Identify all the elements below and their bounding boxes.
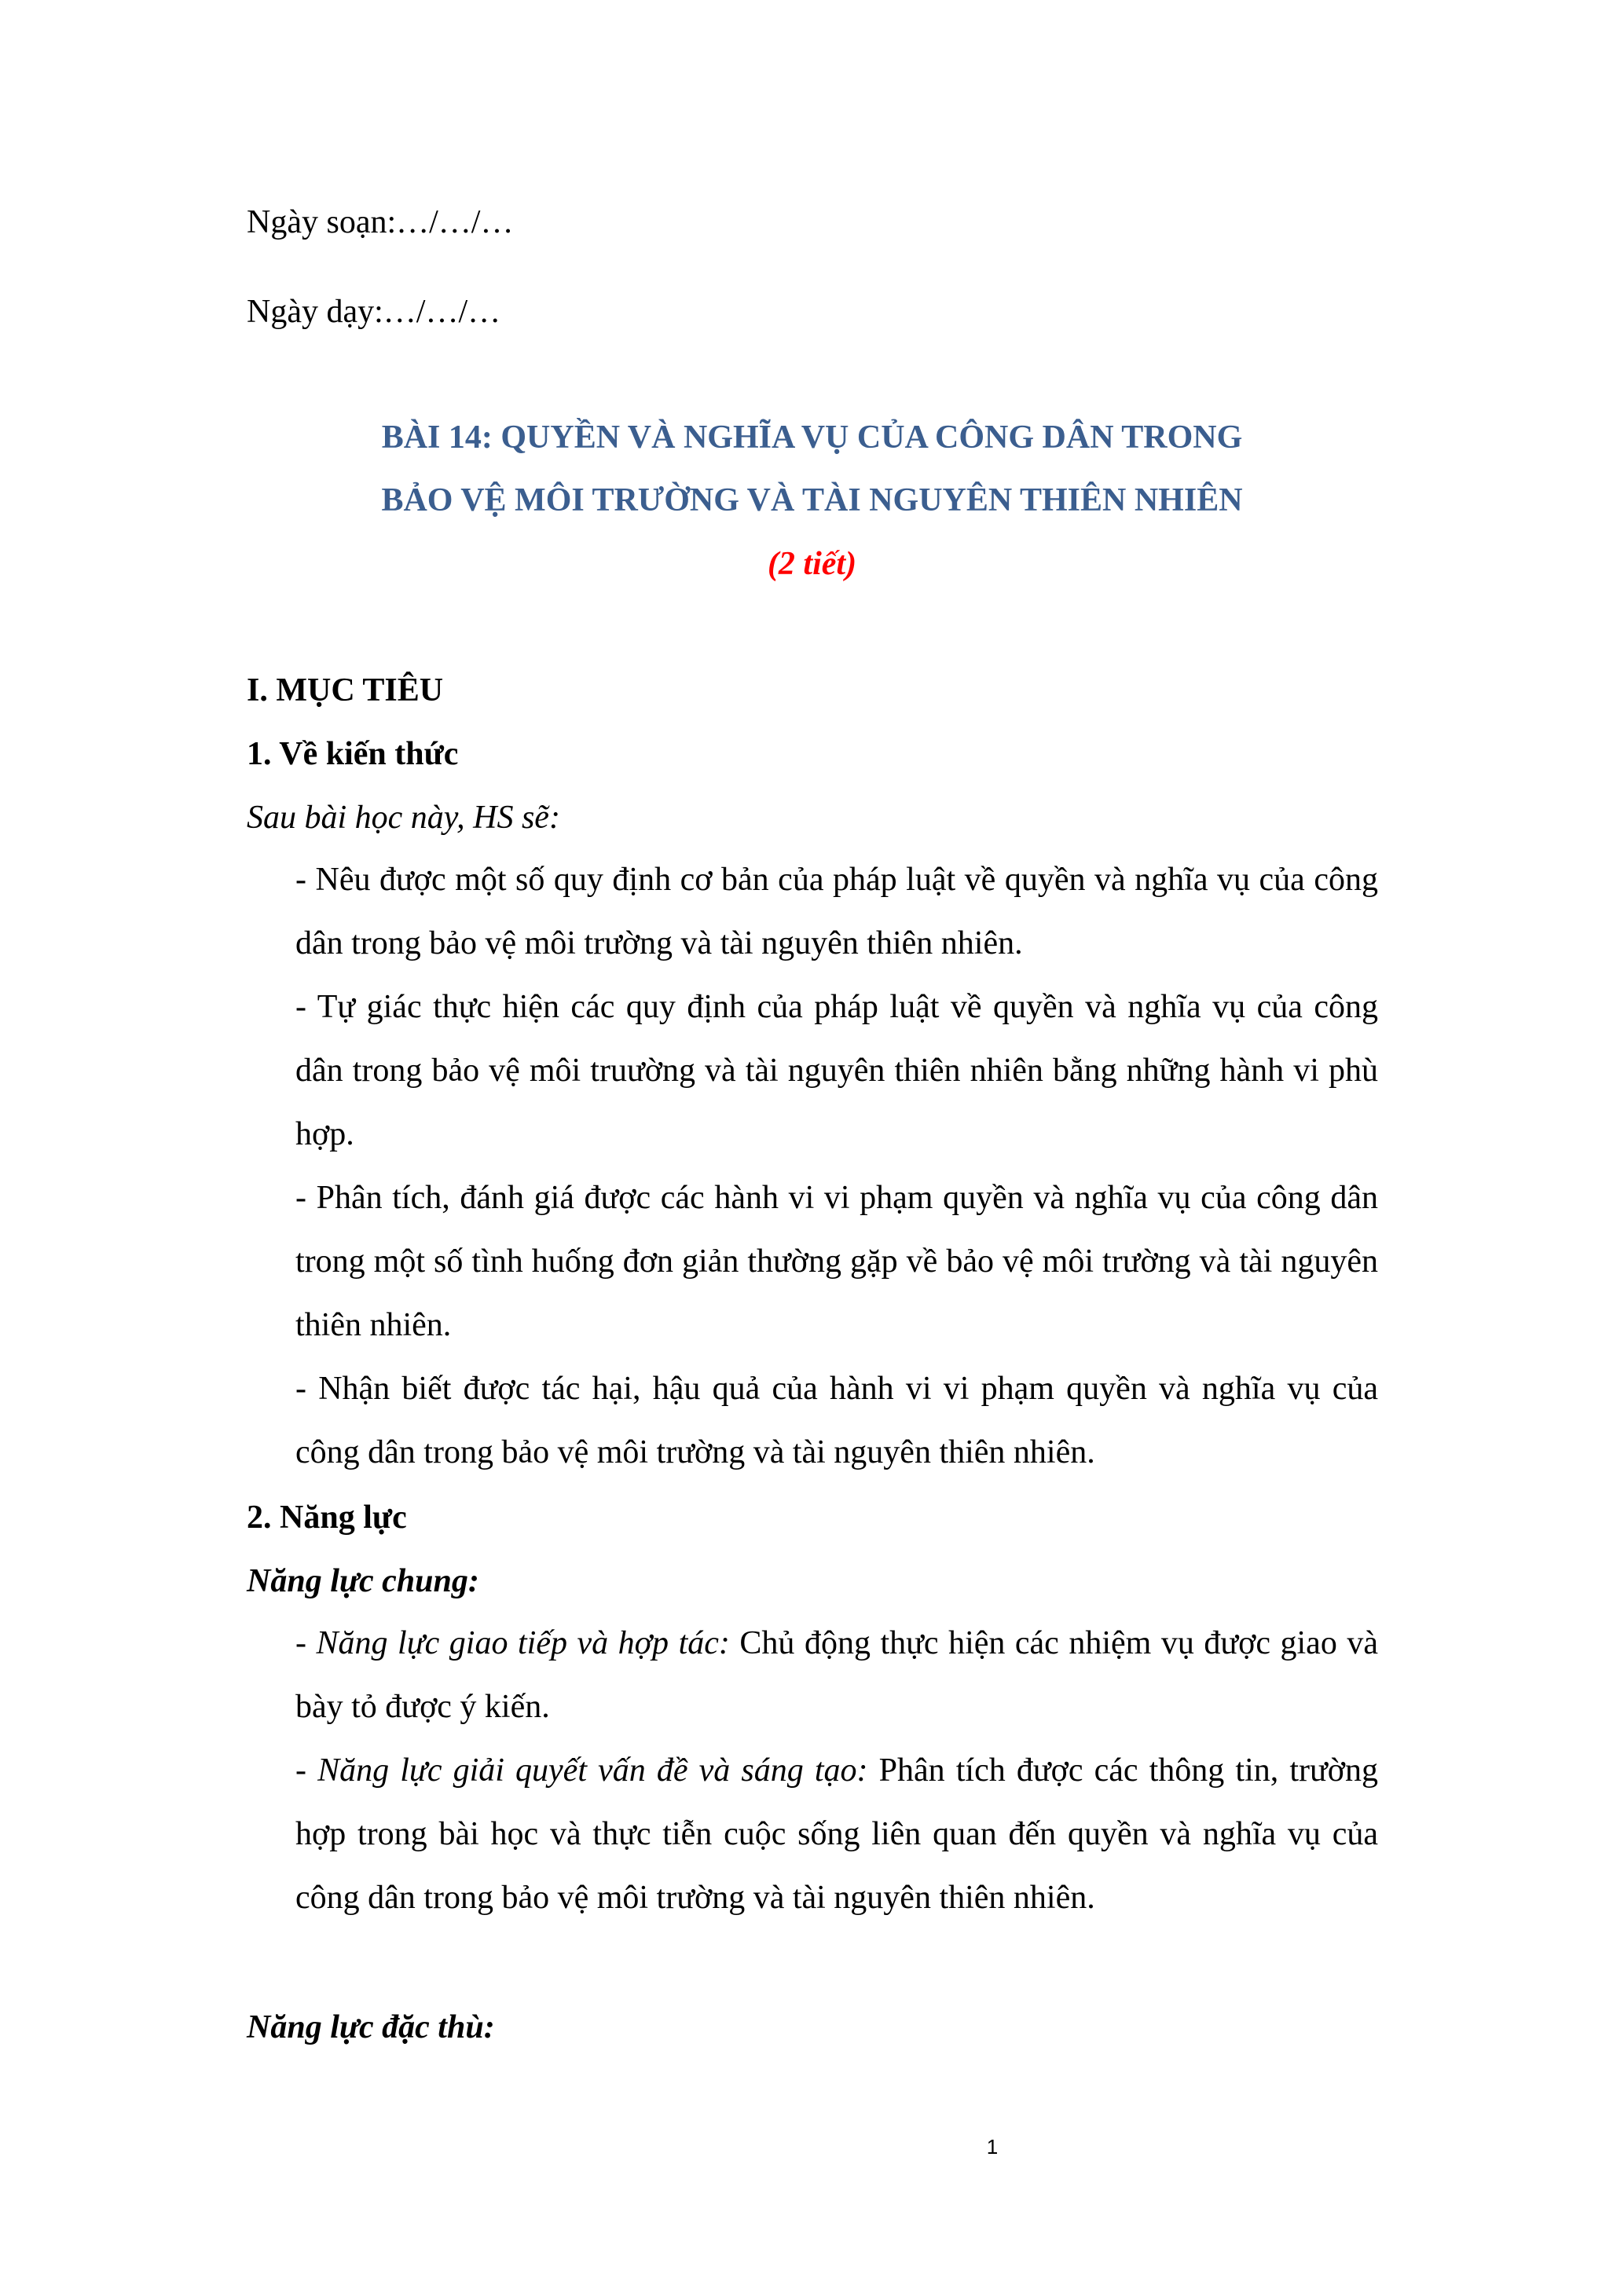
- knowledge-item-3: - Phân tích, đánh giá được các hành vi vi phạm quyền và nghĩa vụ của công dân trong một số tình huống đơn giản thường gặp về bảo vệ môi trường và tài nguyên thiên nhiên.: [295, 1180, 1378, 1343]
- competence-text: Phân tích được các thông tin, trường hợp trong bài học và thực tiễn cuộc sống liên quan đến quyền và nghĩa vụ của công dân trong bảo vệ môi trường và tài nguyên thiên nhiên.: [295, 1752, 1379, 1916]
- date-taught: Ngày dạy:…/…/…: [247, 294, 501, 330]
- lesson-title-line-1: BÀI 14: QUYỀN VÀ NGHĨA VỤ CỦA CÔNG DÂN TRONG: [381, 419, 1243, 456]
- subsection-heading-knowledge: 1. Về kiến thức: [247, 736, 459, 772]
- competence-text: Chủ động thực hiện các nhiệm vụ được giao và bày tỏ được ý kiến.: [295, 1625, 1378, 1725]
- knowledge-item-1: - Nêu được một số quy định cơ bản của pháp luật về quyền và nghĩa vụ của công dân trong bảo vệ môi trường và tài nguyên thiên nhiên.: [295, 862, 1378, 961]
- competence-lead: - Năng lực giao tiếp và hợp tác:: [295, 1625, 730, 1661]
- section-heading-objectives: I. MỤC TIÊU: [247, 672, 444, 709]
- knowledge-intro: Sau bài học này, HS sẽ:: [247, 800, 560, 836]
- date-prepared: Ngày soạn:…/…/…: [247, 204, 514, 240]
- general-competence-heading: Năng lực chung:: [247, 1563, 479, 1599]
- general-competence-item-2: [295, 1739, 1378, 1930]
- general-competence-item-1: [295, 1612, 1378, 1739]
- specific-competence-heading: Năng lực đặc thù:: [247, 2009, 495, 2045]
- knowledge-item-4: - Nhận biết được tác hại, hậu quả của hành vi vi phạm quyền và nghĩa vụ của công dân trong bảo vệ môi trường và tài nguyên thiên nhiên.: [295, 1371, 1378, 1470]
- competence-lead: - Năng lực giải quyết vấn đề và sáng tạo:: [295, 1752, 868, 1789]
- lesson-duration: (2 tiết): [767, 546, 857, 582]
- knowledge-item-2: - Tự giác thực hiện các quy định của pháp luật về quyền và nghĩa vụ của công dân trong bảo vệ môi truường và tài nguyên thiên nhiên bằng những hành vi phù hợp.: [295, 989, 1378, 1152]
- page-number: 1: [986, 2135, 999, 2159]
- subsection-heading-competence: 2. Năng lực: [247, 1500, 407, 1536]
- lesson-title-line-2: BẢO VỆ MÔI TRƯỜNG VÀ TÀI NGUYÊN THIÊN NHIÊN: [381, 482, 1243, 518]
